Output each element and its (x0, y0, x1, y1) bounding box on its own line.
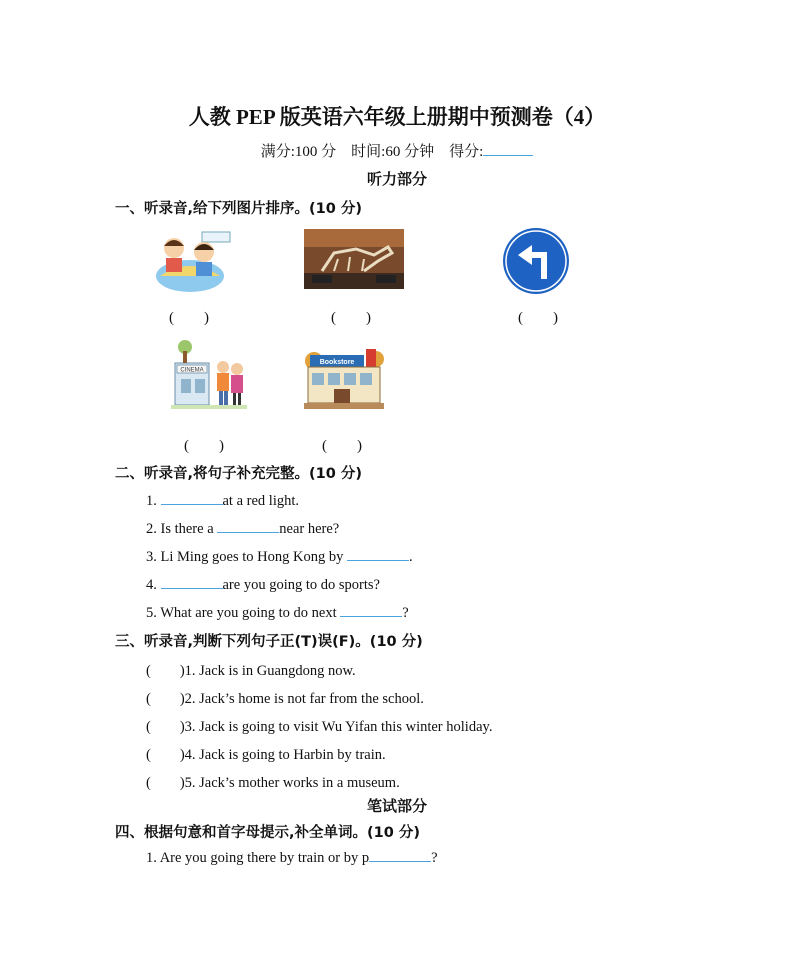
picture1-bracket[interactable]: ( ) (169, 310, 209, 326)
picture4-bracket[interactable]: ( ) (184, 438, 224, 454)
fill-sentence-1: 1. at a red light. (146, 490, 299, 510)
judge-sentence-4[interactable]: ( )4. Jack is going to Harbin by train. (146, 747, 386, 763)
answer-blank[interactable] (347, 546, 409, 561)
answer-blank[interactable] (340, 602, 402, 617)
exam-info (0, 140, 794, 161)
turn-left-sign-picture (502, 227, 570, 295)
section4-heading: 四、根据句意和首字母提示,补全单词。(10 分) (115, 825, 420, 841)
answer-blank[interactable] (369, 847, 431, 862)
listening-part-heading: 听力部分 (366, 170, 427, 188)
judge-sentence-3[interactable]: ( )3. Jack is going to visit Wu Yifan this winter holiday. (146, 719, 493, 735)
score-label: 得分: (449, 144, 484, 160)
word-sentence-1: 1. Are you going there by train or by p ? (146, 847, 438, 867)
page-title: 人教 PEP 版英语六年级上册期中预测卷（4） (188, 105, 606, 129)
bookstore-sign-text: Bookstore (319, 359, 355, 366)
children-on-globe-picture (146, 226, 234, 292)
answer-blank[interactable] (217, 518, 279, 533)
dinosaur-museum-picture (304, 229, 404, 289)
answer-blank[interactable] (161, 574, 223, 589)
bookstore-picture (304, 345, 384, 411)
fill-sentence-5: 5. What are you going to do next ? (146, 602, 409, 622)
judge-sentence-1[interactable]: ( )1. Jack is in Guangdong now. (146, 663, 356, 679)
time-limit: 时间:60 分钟 (351, 144, 435, 160)
section1-heading: 一、听录音,给下列图片排序。(10 分) (115, 201, 362, 217)
cinema-picture (171, 337, 247, 411)
judge-sentence-5[interactable]: ( )5. Jack’s mother works in a museum. (146, 775, 400, 791)
fill-sentence-2: 2. Is there a near here? (146, 518, 339, 538)
judge-sentence-2[interactable]: ( )2. Jack’s home is not far from the school. (146, 691, 424, 707)
score-blank[interactable] (483, 141, 533, 156)
section3-heading: 三、听录音,判断下列句子正(T)误(F)。(10 分) (115, 634, 423, 650)
answer-blank[interactable] (161, 490, 223, 505)
writing-part-heading: 笔试部分 (366, 797, 427, 815)
fill-sentence-4: 4. are you going to do sports? (146, 574, 380, 594)
picture5-bracket[interactable]: ( ) (322, 438, 362, 454)
section2-heading: 二、听录音,将句子补充完整。(10 分) (115, 466, 362, 482)
picture2-bracket[interactable]: ( ) (331, 310, 371, 326)
full-marks: 满分:100 分 (260, 144, 337, 160)
fill-sentence-3: 3. Li Ming goes to Hong Kong by . (146, 546, 413, 566)
cinema-sign-text: CINEMA (180, 367, 204, 374)
picture3-bracket[interactable]: ( ) (518, 310, 558, 326)
